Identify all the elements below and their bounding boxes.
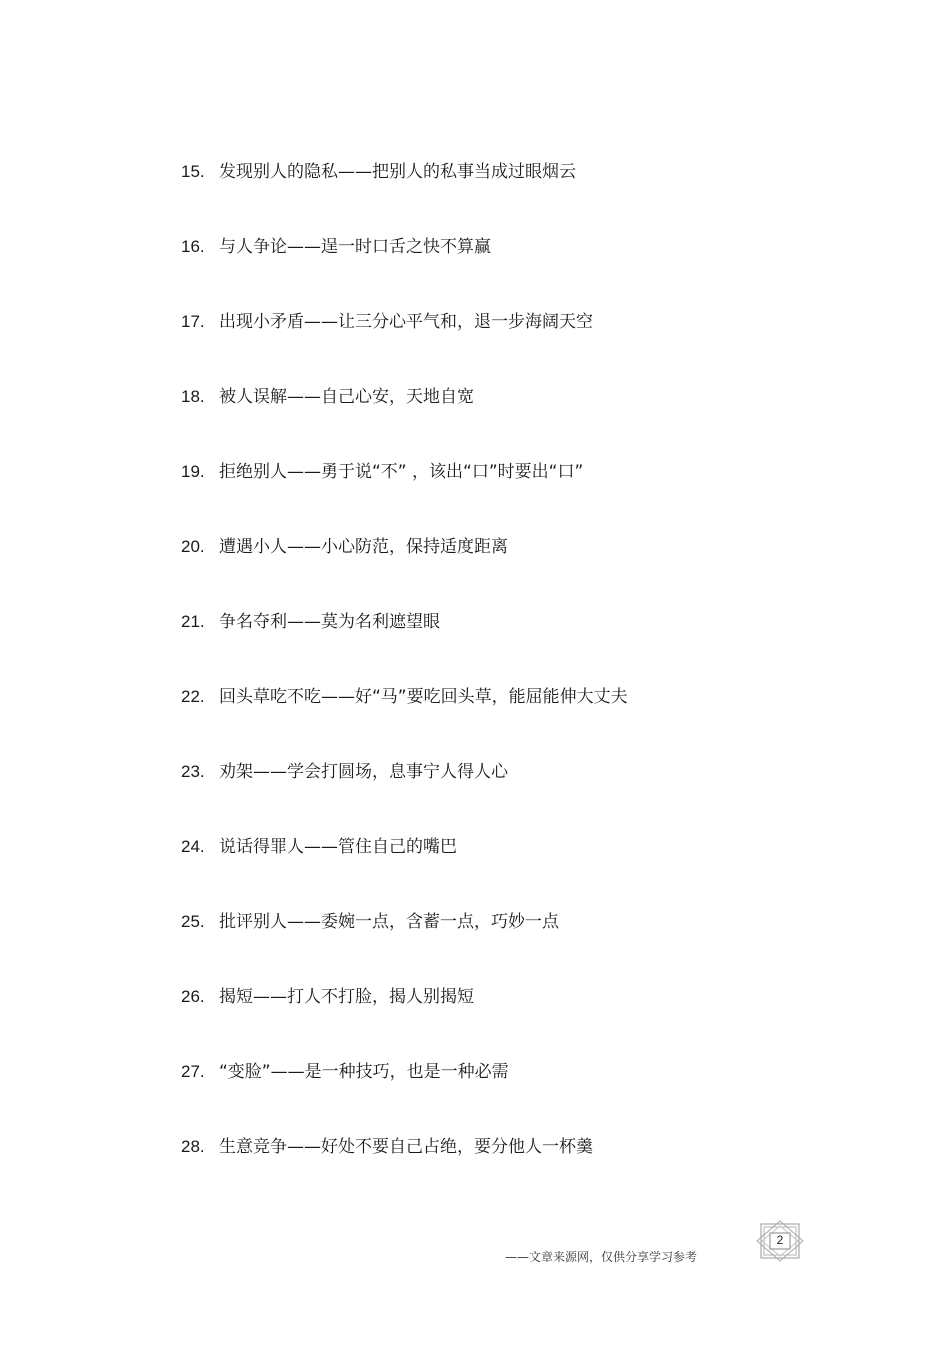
item-text: 批评别人——委婉一点，含蓄一点，巧妙一点 [219,912,559,932]
item-text: 被人误解——自己心安，天地自宽 [219,387,474,407]
item-text: 与人争论——逞一时口舌之快不算赢 [219,237,491,257]
item-number: 23. [181,762,205,781]
item-number: 17. [181,312,205,331]
list-item [181,235,491,259]
item-text: 说话得罪人——管住自己的嘴巴 [219,837,457,857]
item-number: 27. [181,1062,205,1081]
list-item [181,1060,509,1084]
list-item [181,610,440,634]
item-text: 揭短——打人不打脸，揭人别揭短 [219,987,474,1007]
item-text: “变脸”——是一种技巧，也是一种必需 [219,1062,509,1082]
item-number: 19. [181,462,205,481]
list-item [181,460,583,484]
list-item [181,760,508,784]
item-number: 21. [181,612,205,631]
item-text: 劝架——学会打圆场，息事宁人得人心 [219,762,508,782]
item-text: 发现别人的隐私——把别人的私事当成过眼烟云 [219,162,576,182]
list-item [181,1135,593,1159]
list-item [181,535,508,559]
footer-source-note: ——文章来源网，仅供分享学习参考 [505,1250,698,1264]
page-number: 2 [776,1233,784,1247]
list-item [181,835,457,859]
item-text: 回头草吃不吃——好“马”要吃回头草，能屈能伸大丈夫 [219,687,628,707]
list-item [181,685,628,709]
item-number: 25. [181,912,205,931]
item-number: 24. [181,837,205,856]
item-text: 生意竞争——好处不要自己占绝，要分他人一杯羹 [219,1137,593,1157]
list-item [181,385,474,409]
list-item [181,310,593,334]
item-number: 15. [181,162,205,181]
item-number: 16. [181,237,205,256]
item-text: 争名夺利——莫为名利遮望眼 [219,612,440,632]
item-number: 22. [181,687,205,706]
item-number: 26. [181,987,205,1006]
item-number: 18. [181,387,205,406]
list-item [181,160,576,184]
page-number-badge [755,1220,805,1262]
item-number: 20. [181,537,205,556]
item-text: 拒绝别人——勇于说“不” ，该出“口”时要出“口” [219,462,584,482]
list-item [181,910,559,934]
list-item [181,985,474,1009]
item-number: 28. [181,1137,205,1156]
item-text: 出现小矛盾——让三分心平气和，退一步海阔天空 [219,312,593,332]
item-text: 遭遇小人——小心防范，保持适度距离 [219,537,508,557]
